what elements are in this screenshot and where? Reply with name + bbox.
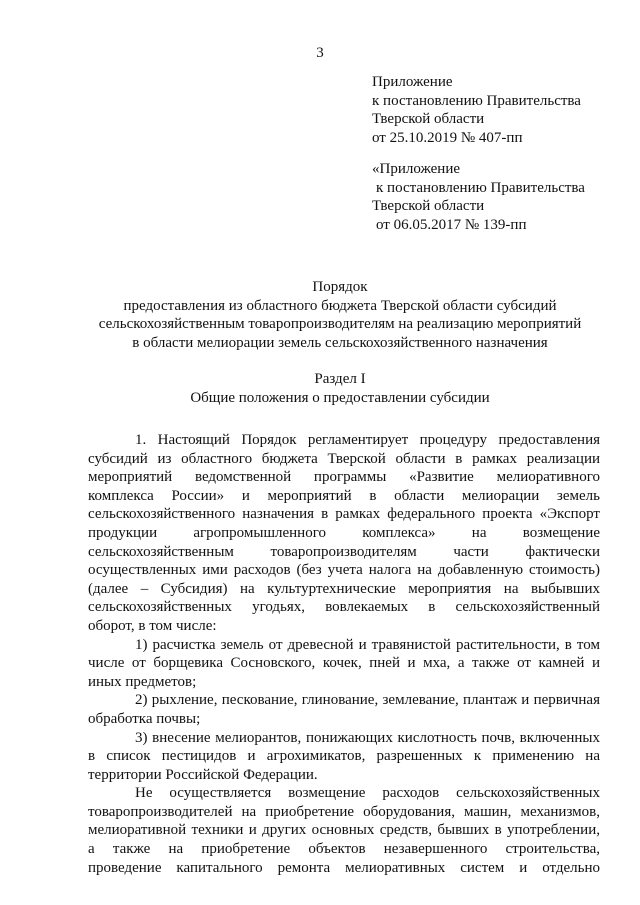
page-number: 3	[316, 45, 324, 61]
paragraph-line: (далее – Субсидия) на культуртехнические мероприятия на выбывших	[88, 580, 600, 597]
list-item-line: в список пестицидов и агрохимикатов, разрешенных к применению на	[88, 748, 600, 765]
title-line: Порядок	[312, 279, 368, 295]
paragraph-line: 1. Настоящий Порядок регламентирует процедуру предоставления	[135, 432, 600, 448]
appendix-line: к постановлению Правительства	[376, 179, 585, 196]
paragraph-line: проведение капитального ремонта мелиоративных систем и отдельно	[88, 859, 600, 876]
appendix-line: к постановлению Правительства	[372, 92, 581, 109]
paragraph-line: мероприятий ведомственной программы «Развитие мелиоративного	[88, 469, 600, 486]
list-item-line: 3) внесение мелиорантов, понижающих кислотность почв, включенных	[135, 729, 600, 746]
list-item-line: иных предметов;	[88, 673, 197, 690]
paragraph-line: субсидий из областного бюджета Тверской области в рамках реализации	[88, 450, 600, 467]
paragraph-line: а также на приобретение объектов незавершенного строительства,	[88, 841, 600, 858]
section-title: Общие положения о предоставлении субсидии	[190, 389, 490, 406]
section-heading	[60, 370, 620, 407]
paragraph-line: товаропроизводителей на приобретение оборудования, машин, механизмов,	[88, 803, 600, 820]
list-item-line: числе от борщевика Сосновского, кочек, пней и мха, а также от камней и	[88, 655, 600, 672]
paragraph-line: осуществленных ими расходов (без учета налога на добавленную стоимость)	[88, 562, 600, 579]
paragraph-line: сельскохозяйственных угодьях, вовлекаемых в сельскохозяйственный	[88, 599, 600, 616]
paragraph-line: сельскохозяйственным товаропроизводителям части фактически	[88, 543, 600, 560]
paragraph-line: комплекса России» и мероприятий в области мелиорации земель	[88, 487, 600, 504]
paragraph-line: мелиоративной техники и других основных средств, бывших в употреблении,	[88, 822, 600, 839]
appendix-line: от 06.05.2017 № 139-пп	[376, 216, 527, 233]
appendix-header-previous	[372, 160, 585, 234]
title-line: предоставления из областного бюджета Тверской области субсидий	[123, 297, 557, 314]
paragraph-line: сельскохозяйственного назначения в рамках федерального проекта «Экспорт	[88, 506, 600, 523]
document-title	[60, 278, 620, 352]
title-line: сельскохозяйственным товаропроизводителям на реализацию мероприятий	[98, 316, 582, 332]
section-number: Раздел I	[314, 371, 366, 387]
paragraph-line: продукции агропромышленного комплекса» на возмещение	[88, 524, 600, 541]
body-text	[88, 431, 600, 877]
paragraph-line: оборот, в том числе:	[88, 617, 217, 634]
title-line: в области мелиорации земель сельскохозяйственного назначения	[132, 334, 548, 351]
list-item-line: территории Российской Федерации.	[88, 766, 318, 783]
appendix-header-current	[372, 73, 581, 147]
appendix-line: Тверской области	[372, 111, 485, 127]
list-item-line: обработка почвы;	[88, 710, 201, 727]
appendix-line: «Приложение	[372, 161, 461, 177]
appendix-line: Тверской области	[372, 198, 485, 214]
appendix-line: Приложение	[372, 74, 453, 90]
list-item-line: 1) расчистка земель от древесной и травянистой растительности, в том	[135, 636, 600, 653]
appendix-line: от 25.10.2019 № 407-пп	[372, 129, 523, 146]
paragraph-line: Не осуществляется возмещение расходов сельскохозяйственных	[135, 785, 600, 802]
list-item-line: 2) рыхление, пескование, глинование, землевание, плантаж и первичная	[135, 692, 600, 709]
